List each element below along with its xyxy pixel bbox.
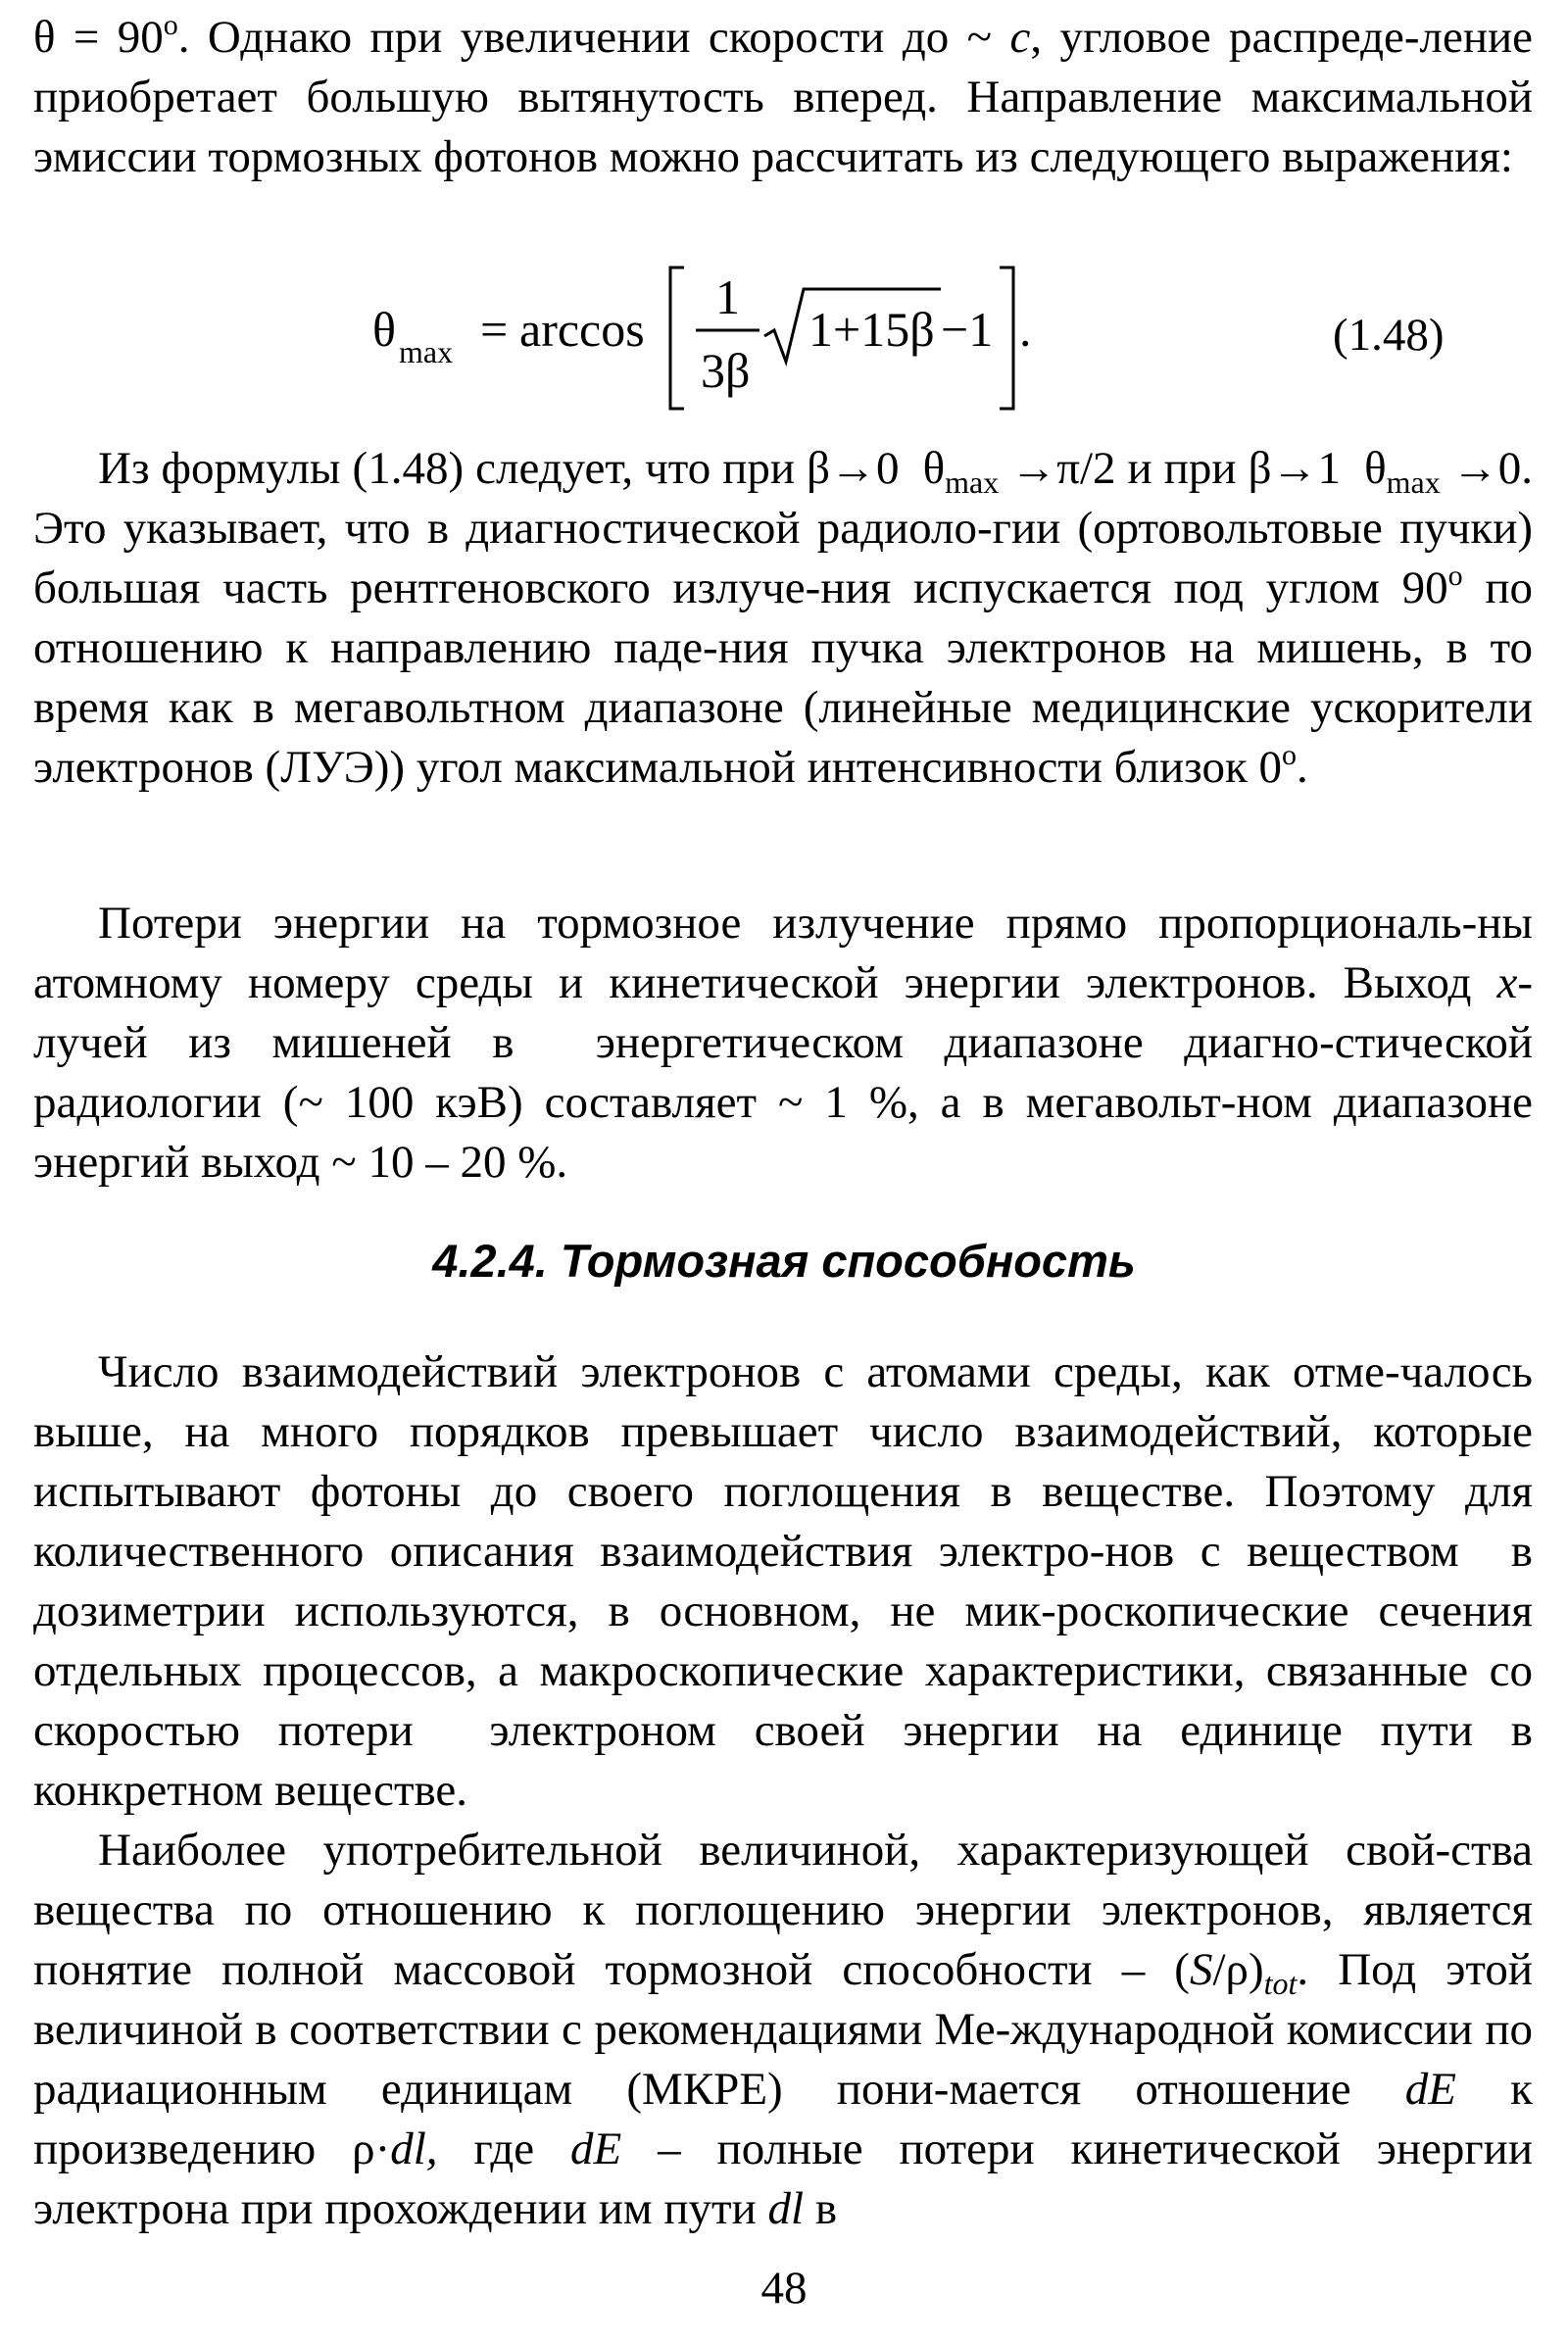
formula-theta: θ <box>372 302 396 357</box>
paragraph-5: Наиболее употребительной величиной, характеризующей свой-ства вещества по отношению к поглощению энергии электронов, является понятие полной массовой тормозной способности – $(S/\rho)_{tot}$. Под этой величиной в соответствии с рекомендациями Ме-ждународной комиссии по радиационным единицам (МКРЕ) пони-мается отношение dE к произведению ρ·dl, где dE – полные потери кинетической энергии электрона при прохождении им пути dl в <box>33 1825 1533 2234</box>
formula-1-48 <box>372 260 1529 421</box>
formula-subscript-max: max <box>399 334 454 369</box>
page-number: 48 <box>760 2263 808 2314</box>
formula-radicand: 1+15β <box>808 302 935 357</box>
paragraph-2: Из формулы (1.48) следует, что при β→0 $\theta_{max} \to\pi/2$ и при β→1 $\theta_{max} \to 0$. Это указывает, что в диагностической радиоло-гии (ортовольтовые пучки) большая часть рентгеновского излуче-ния испускается под углом 90$^o$ по отношению к направлению паде-ния пучка электронов на мишень, в то время как в мегавольтном диапазоне (линейные медицинские ускорители электронов (ЛУЭ)) угол максимальной интенсивности близок 0$^o$. <box>33 443 1533 793</box>
paragraph-1: $\theta = 90^o$. Однако при увеличении скорости до ~ c, угловое распреде-ление приобретает большую вытянутость вперед. Направление максимальной эмиссии тормозных фотонов можно рассчитать из следующего выражения: <box>33 9 1533 182</box>
formula-arccos: arccos <box>519 302 645 357</box>
formula-numerator: 1 <box>715 269 740 324</box>
paragraph-3: Потери энергии на тормозное излучение прямо пропорциональ-ны атомному номеру среды и кинетической энергии электронов. Выход x-лучей из мишеней в энергетическом диапазоне диагно-стической радиологии (~ 100 кэВ) составляет ~ 1 %, а в мегавольт-ном диапазоне энергий выход ~ 10 – 20 %. <box>33 898 1533 1188</box>
section-heading: 4.2.4. Тормозная способность <box>432 1235 1136 1287</box>
formula-right-bracket <box>1000 268 1013 409</box>
paragraph-4: Число взаимодействий электронов с атомами среды, как отме-чалось выше, на много порядков превышает число взаимодействий, которые испытывают фотоны до своего поглощения в веществе. Поэтому для количественного описания взаимодействия электро-нов с веществом в дозиметрии используются, в основном, не мик-роскопические сечения отдельных процессов, а макроскопические характеристики, связанные со скоростью потери электроном своей энергии на единице пути в конкретном веществе. <box>33 1346 1533 1816</box>
formula-equals: = <box>480 302 509 357</box>
formula-number: (1.48) <box>1333 310 1445 361</box>
formula-left-bracket <box>670 268 684 409</box>
formula-denominator: 3β <box>701 343 751 398</box>
formula-period: . <box>1019 302 1032 357</box>
formula-minus-one: −1 <box>941 302 994 357</box>
